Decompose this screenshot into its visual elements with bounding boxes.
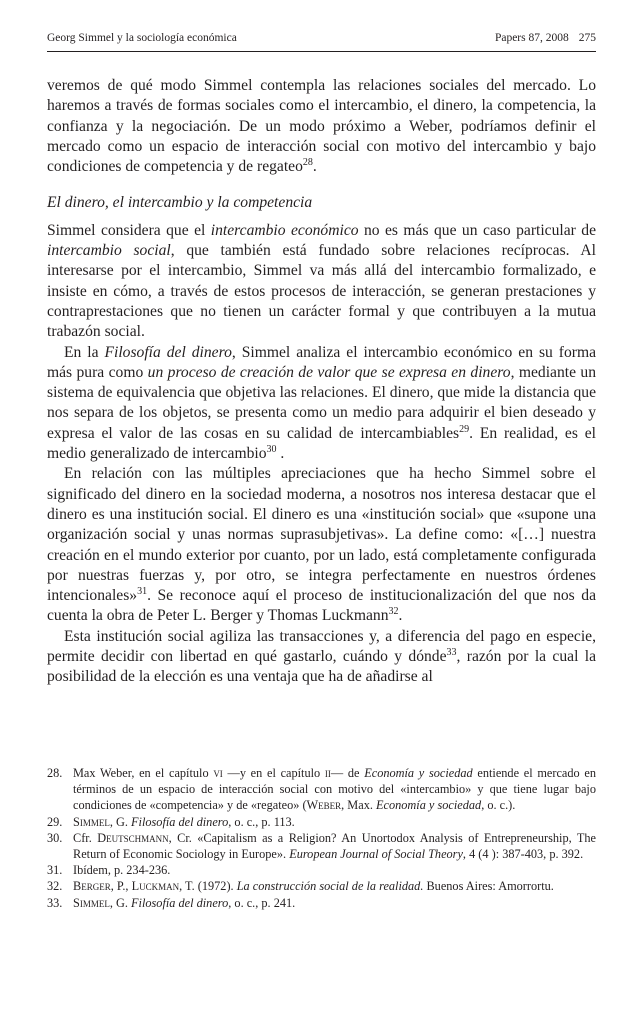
- footnotes: [47, 765, 596, 911]
- text-run: , que también está fundado sobre relaciones recíprocas. Al interesarse por el intercambio, Simmel va más allá del intercambio formalizado, e insiste en cómo, a través de estos procesos de interacción, se generan prestaciones y contraprestaciones que no tienen un carácter formal y que contribuyen a la mutua trabazón social.: [47, 242, 596, 341]
- footnote-number: 29.: [47, 814, 63, 829]
- footnote-ref: 28: [302, 157, 313, 169]
- footnote-number: 32.: [47, 879, 63, 894]
- author-name: Berger: [73, 879, 111, 894]
- running-title: Georg Simmel y la sociología económica: [47, 32, 237, 44]
- text-run: .: [312, 158, 317, 176]
- text-run: entiende el mercado en términos de un espacio de interacción social con motivo del «intercambio» y que tiene lugar bajo condiciones de «competencia» y de «regateo» (: [73, 766, 596, 813]
- chapter-numeral: vi: [213, 766, 223, 780]
- footnote: [47, 814, 596, 830]
- article-body: [47, 76, 596, 688]
- footnote-number: 28.: [47, 766, 63, 780]
- footnote-ref: 30: [266, 444, 277, 456]
- journal-title: European Journal of Social Theory: [289, 847, 463, 862]
- footnote: [47, 765, 596, 814]
- italic-term: intercambio económico: [210, 221, 359, 239]
- text-run: . En realidad, es el medio generalizado de intercambio: [47, 424, 596, 463]
- author-name: Weber: [306, 798, 342, 813]
- paragraph: [47, 76, 596, 177]
- text-run: — de: [330, 766, 365, 780]
- footnote-text: [73, 765, 596, 814]
- footnote: [47, 862, 596, 878]
- text-run: Cfr.: [73, 830, 98, 845]
- text-run: En la: [64, 343, 105, 361]
- book-title: Filosofía del dinero: [131, 814, 229, 829]
- text-run: . Se reconoce aquí el proceso de institucionalización del que nos da cuenta la obra de Peter L. Berger y Thomas Luckmann: [47, 587, 596, 625]
- chapter-numeral: ii: [324, 766, 331, 780]
- author-name: Simmel: [73, 895, 110, 910]
- footnote: [47, 895, 596, 911]
- text-run: Max Weber, en el capítulo: [73, 766, 214, 780]
- paragraph: [47, 343, 596, 465]
- paragraph: [47, 627, 596, 688]
- italic-phrase: un proceso de creación de valor que se expresa en dinero: [147, 363, 511, 381]
- footnote-text: [73, 878, 596, 894]
- footnote-ref: 33: [446, 647, 457, 659]
- section-heading: El dinero, el intercambio y la competencia: [47, 194, 313, 212]
- text-run: .: [398, 607, 403, 625]
- text-run: , Cr. «Capitalism as a Religion? An Unortodox Analysis of Entrepreneurship, The Return of Economic Sociology in Europe».: [73, 830, 596, 862]
- text-run: , T. (1972).: [179, 879, 237, 894]
- text-run: , o. c.).: [481, 798, 516, 813]
- text-run: En relación con las múltiples apreciaciones que ha hecho Simmel sobre el significado del dinero en la sociedad moderna, a nosotros nos interesa destacar que el dinero es una institución social. El dinero es una «institución social» que «supone una organización social y unas normas suprasubjetivas». La define como: «[…] nuestra creación en el mundo exterior por cuanto, por un lado, está completamente configurada por nuestras fuerzas y, por otro, se integra perfectamente en nuestros órdenes intencionales»: [47, 465, 596, 605]
- journal-info: [485, 30, 596, 46]
- footnote-ref: 29: [459, 423, 470, 435]
- text-run: Ibídem, p. 234-236.: [73, 863, 171, 878]
- footnote-text: [73, 830, 596, 862]
- text-run: , P.,: [110, 879, 132, 894]
- footnote-number: 33.: [47, 895, 63, 910]
- text-run: , razón por la cual la posibilidad de la elección es una ventaja que ha de añadirse al: [47, 648, 596, 686]
- footnote-number: 31.: [47, 863, 63, 878]
- footnote: [47, 830, 596, 862]
- text-run: , 4 (4 ): 387-403, p. 392.: [462, 847, 584, 862]
- text-run: , Max.: [341, 798, 376, 813]
- footnote: [47, 878, 596, 894]
- page: [47, 30, 596, 688]
- page-number: 275: [578, 32, 596, 44]
- book-title: Filosofía del dinero: [104, 343, 232, 361]
- paragraph: [47, 221, 596, 343]
- text-run: , mediante un sistema de equivalencia que objetiva las relaciones. El dinero, que mide la distancia que nos separa de los objetos, se presenta como un medio para adquirir el bien deseado y expresa el valor de las cosas en su calidad de intercambiables: [47, 363, 596, 442]
- book-title: Economía y sociedad: [376, 798, 482, 813]
- running-header: [47, 30, 596, 52]
- text-run: no es más que un caso particular de: [358, 221, 596, 239]
- book-title: La construcción social de la realidad.: [236, 879, 424, 894]
- text-run: Esta institución social agiliza las transacciones y, a diferencia del pago en especie, permite decidir con libertad en qué gastarlo, cuándo y dónde: [47, 627, 596, 666]
- book-title: Filosofía del dinero: [131, 895, 229, 910]
- footnote-number: 30.: [47, 830, 63, 845]
- text-run: , o. c., p. 113.: [228, 814, 295, 829]
- text-run: —y en el capítulo: [222, 766, 325, 780]
- footnote-ref: 31: [137, 586, 148, 598]
- text-run: .: [276, 445, 285, 463]
- footnote-text: [73, 814, 596, 830]
- text-run: , G.: [109, 814, 132, 829]
- text-run: Simmel considera que el: [47, 221, 211, 239]
- footnote-ref: 32: [388, 606, 399, 618]
- author-name: Deutschmann: [97, 830, 169, 845]
- text-run: Buenos Aires: Amorrortu.: [423, 879, 554, 894]
- text-run: veremos de qué modo Simmel contempla las relaciones sociales del mercado. Lo haremos a través de formas sociales como el intercambio, el dinero, la competencia, la confianza y la negociación. De un modo próximo a Weber, podríamos definir el mercado como un espacio de interacción social con motivo del intercambio y bajo condiciones de competencia y de regateo: [47, 77, 596, 176]
- journal-issue: Papers 87, 2008: [494, 32, 569, 44]
- text-run: , G.: [109, 895, 132, 910]
- author-name: Simmel: [73, 814, 110, 829]
- text-run: , o. c., p. 241.: [228, 895, 296, 910]
- author-name: Luckman: [131, 879, 180, 894]
- book-title: Economía y sociedad: [364, 766, 473, 780]
- text-run: , Simmel analiza el intercambio económico en su forma más pura como: [47, 343, 597, 381]
- paragraph: [47, 464, 596, 626]
- italic-term: intercambio social: [47, 242, 171, 260]
- footnote-text: [73, 862, 596, 878]
- footnote-text: [73, 895, 596, 911]
